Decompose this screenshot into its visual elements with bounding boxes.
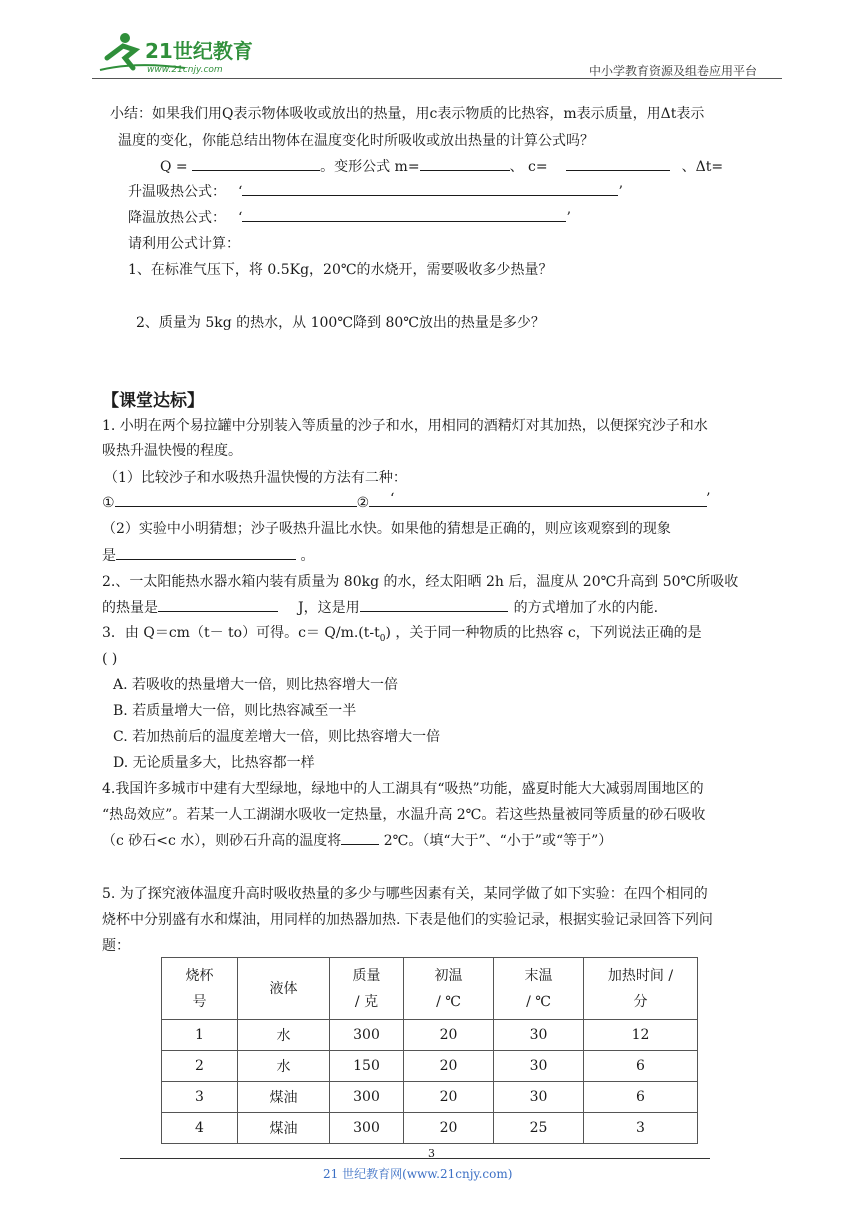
formula-line [160,157,723,177]
quote-open: ‘ [238,184,243,200]
q3-formula-b: ) ，关于同一种物质的比热容 c，下列说法正确的是 [385,625,702,641]
calc-question-2: 2、质量为 5kg 的热水，从 100℃降到 80℃放出的热量是多少？ [136,315,545,331]
method-2-marker: ② [356,495,370,511]
q3-answer-paren: ( ) [102,651,118,667]
summary-intro-2: 温度的变化，你能总结出物体在温度变化时所吸收或放出热量的计算公式吗？ [118,133,594,149]
table-cell: 4 [162,1113,238,1144]
summary-intro-1: 小结：如果我们用Q表示物体吸收或放出的热量，用c表示物质的比热容，m表示质量，用Δt表示 [110,106,705,122]
footer-divider [120,1158,710,1159]
rise-formula-line [128,182,623,202]
q3-option-d: D. 无论质量多大，比热容都一样 [113,755,315,771]
q4-line-1: 4.我国许多城市中建有大型绿地，绿地中的人工湖具有“吸热”功能，盛夏时能大大减弱周围地区的 [102,781,704,797]
method-1-marker: ① [102,495,115,511]
footer-link[interactable]: 21 世纪教育网(www.21cnjy.com) [323,1167,513,1181]
method-1-blank[interactable] [115,493,357,507]
q5-line-2: 烧杯中分别盛有水和煤油，用同样的加热器加热. 下表是他们的实验记录，根据实验记录回答下列问 [102,912,713,928]
table-cell: 300 [330,1082,404,1113]
header-platform-text: 中小学教育资源及组卷应用平台 [589,64,758,78]
logo-text: 21世纪教育 [145,39,253,63]
quote-close: ’ [618,184,623,200]
table-cell: 水 [238,1051,330,1082]
calc-intro: 请利用公式计算： [128,236,240,252]
table-row [162,1113,698,1144]
fall-formula-line [128,208,571,228]
q2-label-a: 的热量是 [102,600,158,616]
method-2-blank[interactable] [369,493,707,507]
q3-option-a: A. 若吸收的热量增大一倍，则比热容增大一倍 [113,677,399,693]
table-row [162,1020,698,1051]
q4-label-b: 2℃。（填“大于”、“小于”或“等于”） [379,833,613,849]
table-cell: 300 [330,1020,404,1051]
table-cell: 水 [238,1020,330,1051]
q2-line-1: 2.、一太阳能热水器水箱内装有质量为 80kg 的水，经太阳晒 2h 后，温度从 20℃升高到 50℃所吸收 [102,574,739,590]
q1-methods-line [102,493,707,513]
header-cell: 质量 / 克 [330,958,404,1020]
q3-line-1 [102,623,702,649]
method-blank[interactable] [360,598,508,612]
site-logo [95,28,265,78]
table-cell: 30 [494,1020,584,1051]
table-cell: 6 [584,1082,698,1113]
quote-close: ’ [566,210,571,226]
rise-formula-blank[interactable] [242,182,618,196]
temperature-blank[interactable] [341,831,379,845]
phenomenon-blank[interactable] [116,546,296,560]
table-header-row [162,958,698,1020]
table-cell: 30 [494,1082,584,1113]
m-blank[interactable] [420,157,510,171]
header-cell: 末温 / ℃ [494,958,584,1020]
q2-label-c: 的方式增加了水的内能. [513,600,659,616]
q3-option-c: C. 若加热前后的温度差增大一倍，则比热容增大一倍 [113,729,441,745]
q1-sub-1: （1）比较沙子和水吸热升温快慢的方法有二种： [104,470,407,486]
table-row [162,1051,698,1082]
q1-sub-2c: 。 [296,548,315,564]
table-cell: 6 [584,1051,698,1082]
q5-line-1: 5. 为了探究液体温度升高时吸收热量的多少与哪些因素有关，某同学做了如下实验：在四个相同的 [102,886,708,902]
q2-label-b: J，这是用 [298,600,360,616]
table-cell: 12 [584,1020,698,1051]
q-blank[interactable] [192,157,320,171]
c-label: 、 c= [509,159,548,175]
quote-close: ’ [706,491,711,507]
table-cell: 1 [162,1020,238,1051]
q1-line-2: 吸热升温快慢的程度。 [102,443,242,459]
q3-formula-a: 3．由 Q＝cm（t－ to）可得。c＝ Q/m.(t-t [102,625,380,641]
q1-line-1: 1. 小明在两个易拉罐中分别装入等质量的沙子和水，用相同的酒精灯对其加热，以便探究沙子和水 [102,418,708,434]
table-cell: 150 [330,1051,404,1082]
fall-label: 降温放热公式： [128,210,226,226]
c-blank[interactable] [566,157,670,171]
dt-label: 、Δt= [681,159,724,175]
rise-label: 升温吸热公式： [128,184,226,200]
header-cell: 初温 / ℃ [404,958,494,1020]
q1-sub-2b [102,546,314,566]
experiment-table [161,957,698,1144]
table-cell: 300 [330,1113,404,1144]
fall-formula-blank[interactable] [242,208,566,222]
section-title: 【课堂达标】 [102,391,204,411]
q3-option-b: B. 若质量增大一倍，则比热容减至一半 [113,703,357,719]
table-cell: 20 [404,1051,494,1082]
q1-sub-2b-label: 是 [102,548,116,564]
table-cell: 30 [494,1051,584,1082]
q-label: Q = [160,159,193,175]
header-cell: 液体 [238,958,330,1020]
table-cell: 25 [494,1113,584,1144]
table-cell: 3 [162,1082,238,1113]
page-number: 3 [428,1147,435,1160]
quote-open: ‘ [390,491,395,507]
logo-url: www.21cnjy.com [147,65,223,75]
table-cell: 2 [162,1051,238,1082]
header-divider [92,78,782,79]
table-cell: 煤油 [238,1113,330,1144]
q3-subscript: 0 [379,633,386,644]
header-cell: 烧杯 号 [162,958,238,1020]
q5-line-3: 题： [102,938,130,954]
calc-question-1: 1、在标准气压下，将 0.5Kg，20℃的水烧开，需要吸收多少热量？ [128,262,553,278]
q1-sub-2: （2）实验中小明猜想；沙子吸热升温比水快。如果他的猜想是正确的，则应该观察到的现象 [102,521,671,537]
runner-logo-icon [95,28,265,78]
q2-line-2 [102,598,658,618]
q4-line-3 [102,831,612,851]
table-cell: 20 [404,1113,494,1144]
table-cell: 20 [404,1082,494,1113]
q-deform-label: 。变形公式 m= [320,159,420,175]
heat-blank[interactable] [158,598,278,612]
table-cell: 20 [404,1020,494,1051]
q4-line-2: “热岛效应”。若某一人工湖湖水吸收一定热量，水温升高 2℃。若这些热量被同等质量的砂石吸收 [102,807,706,823]
q4-label-a: （c 砂石<c 水），则砂石升高的温度将 [102,833,342,849]
quote-open: ‘ [238,210,243,226]
table-row [162,1082,698,1113]
header-cell: 加热时间 / 分 [584,958,698,1020]
table-cell: 3 [584,1113,698,1144]
table-cell: 煤油 [238,1082,330,1113]
